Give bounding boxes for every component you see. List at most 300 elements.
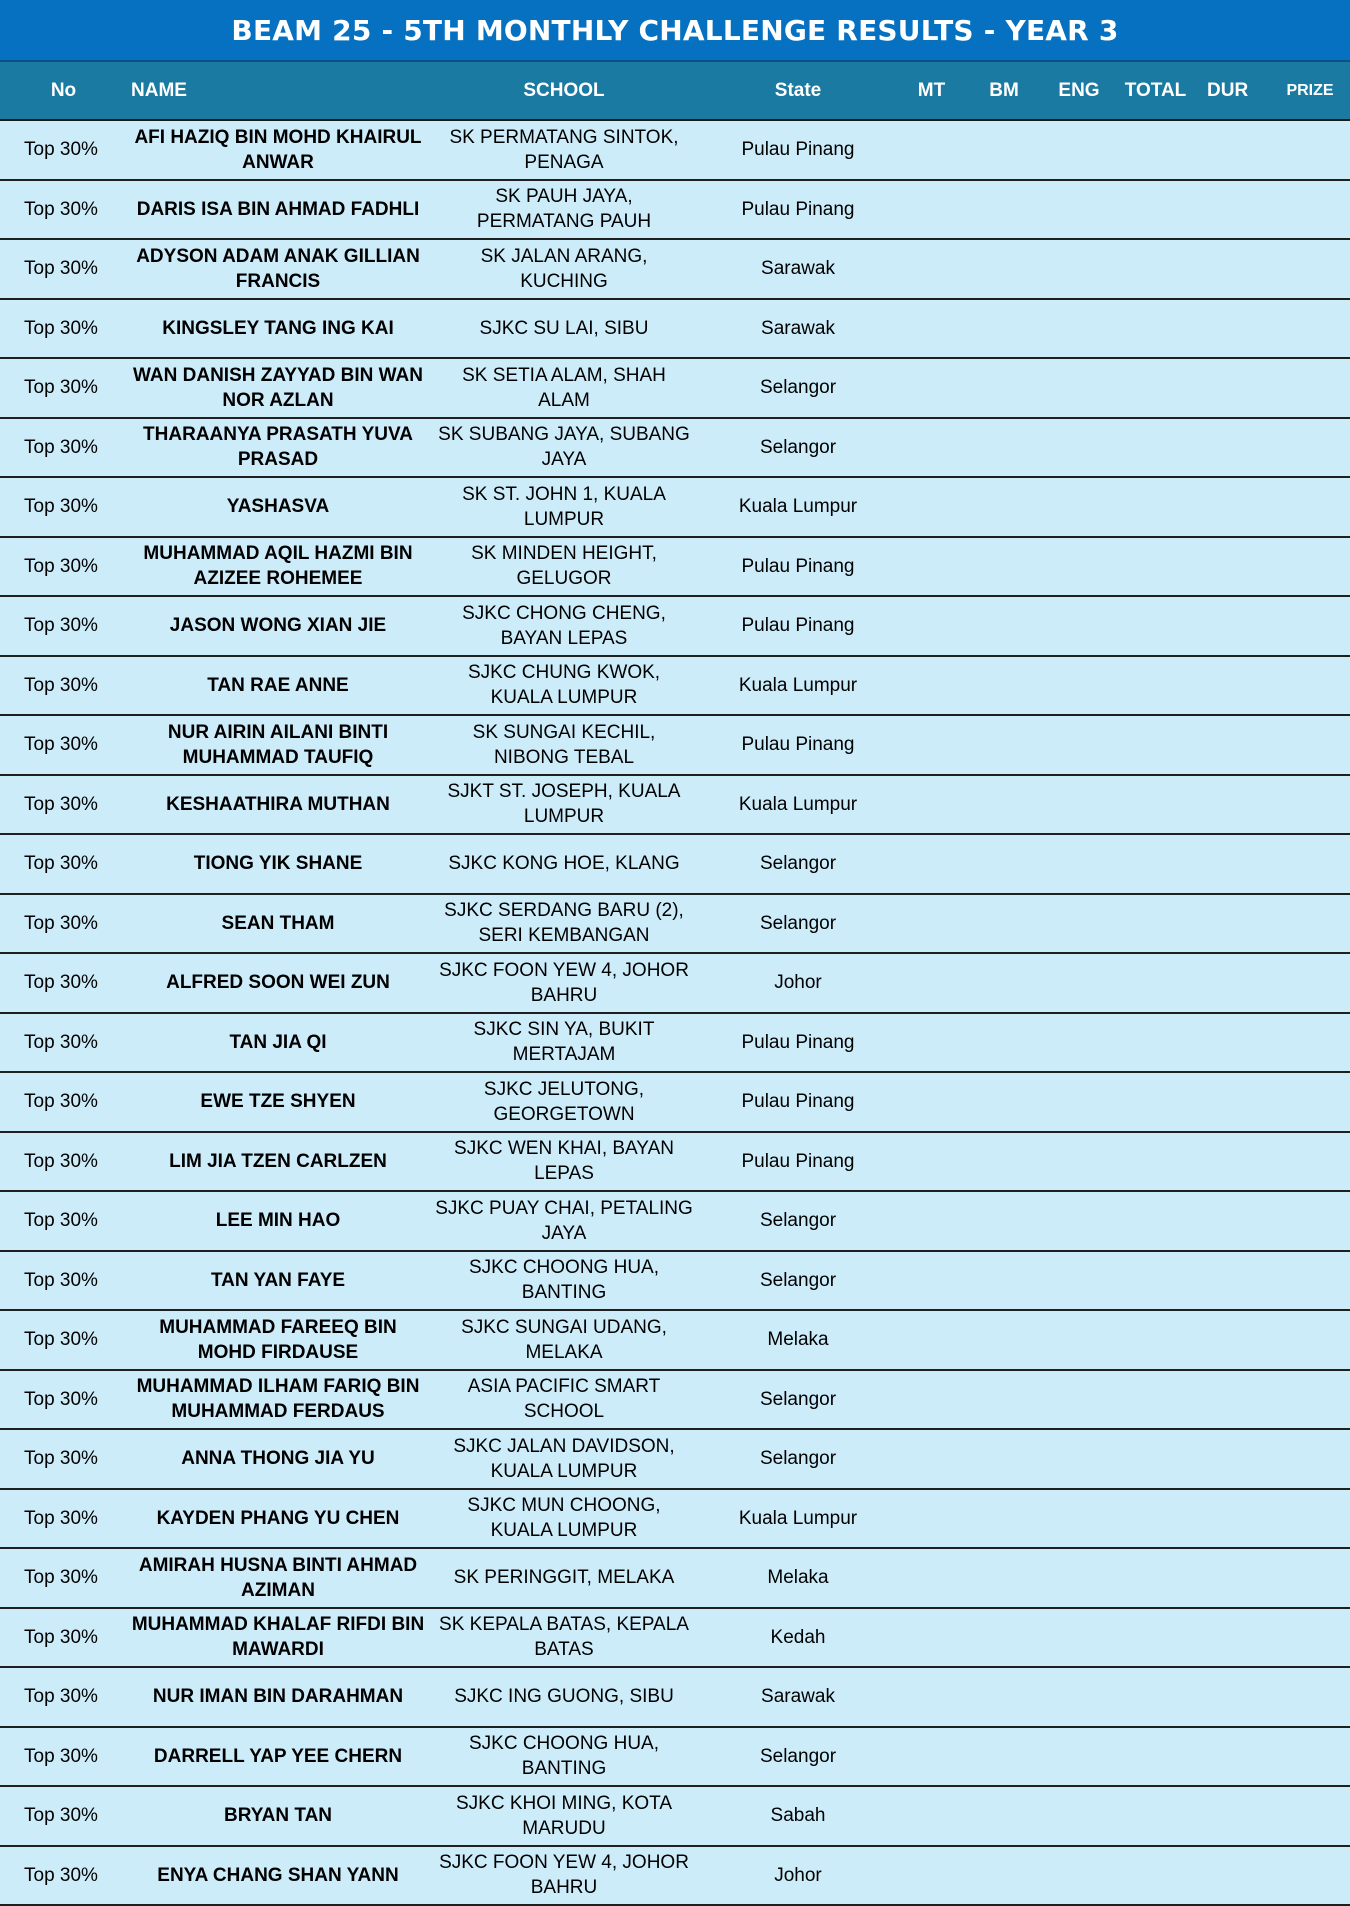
total-cell <box>1116 1191 1195 1251</box>
bm-cell <box>966 1846 1042 1906</box>
school-cell: SJKC SU LAI, SIBU <box>429 299 699 359</box>
eng-cell <box>1042 715 1116 775</box>
eng-cell <box>1042 239 1116 299</box>
state-cell: Pulau Pinang <box>699 180 897 240</box>
mt-cell <box>897 477 966 537</box>
total-cell <box>1116 1251 1195 1311</box>
total-cell <box>1116 1667 1195 1727</box>
state-cell: Kuala Lumpur <box>699 477 897 537</box>
bm-cell <box>966 834 1042 894</box>
header-prize: PRIZE <box>1270 62 1350 121</box>
rank-cell: Top 30% <box>0 1191 127 1251</box>
name-cell: SEAN THAM <box>127 894 429 954</box>
eng-cell <box>1042 953 1116 1013</box>
bm-cell <box>966 1429 1042 1489</box>
school-cell: SJKC SIN YA, BUKIT MERTAJAM <box>429 1013 699 1073</box>
dur-cell <box>1195 1191 1270 1251</box>
name-cell: WAN DANISH ZAYYAD BIN WAN NOR AZLAN <box>127 358 429 418</box>
mt-cell <box>897 953 966 1013</box>
table-row <box>0 1667 1350 1727</box>
table-header-row <box>0 62 1350 121</box>
total-cell <box>1116 596 1195 656</box>
bm-cell <box>966 537 1042 597</box>
total-cell <box>1116 239 1195 299</box>
table-row <box>0 239 1350 299</box>
prize-cell <box>1270 1608 1350 1668</box>
total-cell <box>1116 1310 1195 1370</box>
table-row <box>0 1786 1350 1846</box>
state-cell: Pulau Pinang <box>699 1132 897 1192</box>
prize-cell <box>1270 1846 1350 1906</box>
prize-cell <box>1270 1667 1350 1727</box>
rank-cell: Top 30% <box>0 1013 127 1073</box>
total-cell <box>1116 537 1195 597</box>
school-cell: SJKC ING GUONG, SIBU <box>429 1667 699 1727</box>
state-cell: Melaka <box>699 1310 897 1370</box>
state-cell: Selangor <box>699 1251 897 1311</box>
eng-cell <box>1042 299 1116 359</box>
state-cell: Kedah <box>699 1608 897 1668</box>
table-row <box>0 1727 1350 1787</box>
table-row <box>0 1132 1350 1192</box>
total-cell <box>1116 775 1195 835</box>
dur-cell <box>1195 477 1270 537</box>
mt-cell <box>897 1370 966 1430</box>
bm-cell <box>966 1013 1042 1073</box>
mt-cell <box>897 120 966 180</box>
total-cell <box>1116 656 1195 716</box>
table-row <box>0 1191 1350 1251</box>
prize-cell <box>1270 715 1350 775</box>
table-row <box>0 1429 1350 1489</box>
dur-cell <box>1195 656 1270 716</box>
rank-cell: Top 30% <box>0 715 127 775</box>
school-cell: SK SETIA ALAM, SHAH ALAM <box>429 358 699 418</box>
name-cell: ADYSON ADAM ANAK GILLIAN FRANCIS <box>127 239 429 299</box>
name-cell: BRYAN TAN <box>127 1786 429 1846</box>
eng-cell <box>1042 1132 1116 1192</box>
bm-cell <box>966 715 1042 775</box>
dur-cell <box>1195 1846 1270 1906</box>
table-row <box>0 834 1350 894</box>
total-cell <box>1116 299 1195 359</box>
header-school: SCHOOL <box>429 62 699 121</box>
rank-cell: Top 30% <box>0 1132 127 1192</box>
name-cell: TAN YAN FAYE <box>127 1251 429 1311</box>
prize-cell <box>1270 180 1350 240</box>
eng-cell <box>1042 834 1116 894</box>
school-cell: SK SUNGAI KECHIL, NIBONG TEBAL <box>429 715 699 775</box>
prize-cell <box>1270 656 1350 716</box>
total-cell <box>1116 834 1195 894</box>
state-cell: Sabah <box>699 1786 897 1846</box>
table-body <box>0 120 1350 1905</box>
table-row <box>0 775 1350 835</box>
rank-cell: Top 30% <box>0 1489 127 1549</box>
dur-cell <box>1195 537 1270 597</box>
eng-cell <box>1042 775 1116 835</box>
eng-cell <box>1042 1608 1116 1668</box>
dur-cell <box>1195 1370 1270 1430</box>
bm-cell <box>966 1608 1042 1668</box>
table-row <box>0 656 1350 716</box>
name-cell: MUHAMMAD FAREEQ BIN MOHD FIRDAUSE <box>127 1310 429 1370</box>
bm-cell <box>966 1489 1042 1549</box>
eng-cell <box>1042 1370 1116 1430</box>
mt-cell <box>897 834 966 894</box>
prize-cell <box>1270 834 1350 894</box>
mt-cell <box>897 180 966 240</box>
rank-cell: Top 30% <box>0 358 127 418</box>
bm-cell <box>966 358 1042 418</box>
eng-cell <box>1042 1310 1116 1370</box>
eng-cell <box>1042 1489 1116 1549</box>
school-cell: SJKC PUAY CHAI, PETALING JAYA <box>429 1191 699 1251</box>
header-no: No <box>0 62 127 121</box>
eng-cell <box>1042 656 1116 716</box>
results-table <box>0 61 1350 1906</box>
state-cell: Kuala Lumpur <box>699 656 897 716</box>
mt-cell <box>897 537 966 597</box>
name-cell: MUHAMMAD KHALAF RIFDI BIN MAWARDI <box>127 1608 429 1668</box>
bm-cell <box>966 953 1042 1013</box>
prize-cell <box>1270 477 1350 537</box>
dur-cell <box>1195 358 1270 418</box>
rank-cell: Top 30% <box>0 120 127 180</box>
eng-cell <box>1042 1786 1116 1846</box>
mt-cell <box>897 1846 966 1906</box>
dur-cell <box>1195 1667 1270 1727</box>
school-cell: SK PAUH JAYA, PERMATANG PAUH <box>429 180 699 240</box>
dur-cell <box>1195 1429 1270 1489</box>
eng-cell <box>1042 1667 1116 1727</box>
school-cell: SJKC JALAN DAVIDSON, KUALA LUMPUR <box>429 1429 699 1489</box>
mt-cell <box>897 656 966 716</box>
header-dur: DUR <box>1195 62 1270 121</box>
prize-cell <box>1270 358 1350 418</box>
name-cell: ANNA THONG JIA YU <box>127 1429 429 1489</box>
header-total: TOTAL <box>1116 62 1195 121</box>
rank-cell: Top 30% <box>0 1370 127 1430</box>
bm-cell <box>966 1786 1042 1846</box>
name-cell: LEE MIN HAO <box>127 1191 429 1251</box>
school-cell: SJKC CHONG CHENG, BAYAN LEPAS <box>429 596 699 656</box>
mt-cell <box>897 1727 966 1787</box>
school-cell: SJKC WEN KHAI, BAYAN LEPAS <box>429 1132 699 1192</box>
name-cell: EWE TZE SHYEN <box>127 1072 429 1132</box>
dur-cell <box>1195 239 1270 299</box>
name-cell: DARRELL YAP YEE CHERN <box>127 1727 429 1787</box>
rank-cell: Top 30% <box>0 239 127 299</box>
bm-cell <box>966 180 1042 240</box>
dur-cell <box>1195 1786 1270 1846</box>
mt-cell <box>897 1786 966 1846</box>
total-cell <box>1116 1429 1195 1489</box>
mt-cell <box>897 1429 966 1489</box>
prize-cell <box>1270 1251 1350 1311</box>
dur-cell <box>1195 1251 1270 1311</box>
header-mt: MT <box>897 62 966 121</box>
table-row <box>0 1846 1350 1906</box>
rank-cell: Top 30% <box>0 834 127 894</box>
rank-cell: Top 30% <box>0 1786 127 1846</box>
mt-cell <box>897 1191 966 1251</box>
eng-cell <box>1042 1251 1116 1311</box>
name-cell: NUR IMAN BIN DARAHMAN <box>127 1667 429 1727</box>
dur-cell <box>1195 418 1270 478</box>
eng-cell <box>1042 1846 1116 1906</box>
table-row <box>0 537 1350 597</box>
rank-cell: Top 30% <box>0 1429 127 1489</box>
total-cell <box>1116 1846 1195 1906</box>
eng-cell <box>1042 477 1116 537</box>
rank-cell: Top 30% <box>0 1072 127 1132</box>
mt-cell <box>897 1251 966 1311</box>
eng-cell <box>1042 1013 1116 1073</box>
table-row <box>0 1608 1350 1668</box>
mt-cell <box>897 239 966 299</box>
mt-cell <box>897 715 966 775</box>
bm-cell <box>966 656 1042 716</box>
eng-cell <box>1042 358 1116 418</box>
state-cell: Kuala Lumpur <box>699 1489 897 1549</box>
state-cell: Selangor <box>699 1191 897 1251</box>
eng-cell <box>1042 418 1116 478</box>
prize-cell <box>1270 1786 1350 1846</box>
table-row <box>0 180 1350 240</box>
header-bm: BM <box>966 62 1042 121</box>
school-cell: ASIA PACIFIC SMART SCHOOL <box>429 1370 699 1430</box>
mt-cell <box>897 1132 966 1192</box>
school-cell: SJKC SUNGAI UDANG, MELAKA <box>429 1310 699 1370</box>
dur-cell <box>1195 180 1270 240</box>
mt-cell <box>897 894 966 954</box>
name-cell: TAN RAE ANNE <box>127 656 429 716</box>
prize-cell <box>1270 418 1350 478</box>
dur-cell <box>1195 1548 1270 1608</box>
school-cell: SK PERMATANG SINTOK, PENAGA <box>429 120 699 180</box>
state-cell: Selangor <box>699 1370 897 1430</box>
rank-cell: Top 30% <box>0 299 127 359</box>
prize-cell <box>1270 120 1350 180</box>
prize-cell <box>1270 1132 1350 1192</box>
table-row <box>0 358 1350 418</box>
total-cell <box>1116 1370 1195 1430</box>
name-cell: DARIS ISA BIN AHMAD FADHLI <box>127 180 429 240</box>
rank-cell: Top 30% <box>0 180 127 240</box>
school-cell: SJKC SERDANG BARU (2), SERI KEMBANGAN <box>429 894 699 954</box>
rank-cell: Top 30% <box>0 1846 127 1906</box>
rank-cell: Top 30% <box>0 894 127 954</box>
rank-cell: Top 30% <box>0 775 127 835</box>
bm-cell <box>966 299 1042 359</box>
bm-cell <box>966 1072 1042 1132</box>
mt-cell <box>897 299 966 359</box>
prize-cell <box>1270 1727 1350 1787</box>
name-cell: NUR AIRIN AILANI BINTI MUHAMMAD TAUFIQ <box>127 715 429 775</box>
name-cell: YASHASVA <box>127 477 429 537</box>
mt-cell <box>897 775 966 835</box>
name-cell: ENYA CHANG SHAN YANN <box>127 1846 429 1906</box>
table-row <box>0 120 1350 180</box>
mt-cell <box>897 1072 966 1132</box>
bm-cell <box>966 1310 1042 1370</box>
table-row <box>0 596 1350 656</box>
mt-cell <box>897 596 966 656</box>
rank-cell: Top 30% <box>0 1548 127 1608</box>
prize-cell <box>1270 1013 1350 1073</box>
bm-cell <box>966 1548 1042 1608</box>
bm-cell <box>966 1251 1042 1311</box>
prize-cell <box>1270 596 1350 656</box>
bm-cell <box>966 1132 1042 1192</box>
dur-cell <box>1195 1608 1270 1668</box>
total-cell <box>1116 1072 1195 1132</box>
prize-cell <box>1270 1310 1350 1370</box>
state-cell: Pulau Pinang <box>699 715 897 775</box>
table-row <box>0 1489 1350 1549</box>
state-cell: Selangor <box>699 418 897 478</box>
table-row <box>0 418 1350 478</box>
school-cell: SJKC KONG HOE, KLANG <box>429 834 699 894</box>
eng-cell <box>1042 596 1116 656</box>
table-row <box>0 1548 1350 1608</box>
total-cell <box>1116 1608 1195 1668</box>
header-state: State <box>699 62 897 121</box>
school-cell: SK MINDEN HEIGHT, GELUGOR <box>429 537 699 597</box>
name-cell: KAYDEN PHANG YU CHEN <box>127 1489 429 1549</box>
eng-cell <box>1042 1072 1116 1132</box>
bm-cell <box>966 1667 1042 1727</box>
eng-cell <box>1042 894 1116 954</box>
rank-cell: Top 30% <box>0 656 127 716</box>
prize-cell <box>1270 239 1350 299</box>
school-cell: SJKC CHUNG KWOK, KUALA LUMPUR <box>429 656 699 716</box>
bm-cell <box>966 596 1042 656</box>
eng-cell <box>1042 1191 1116 1251</box>
school-cell: SK ST. JOHN 1, KUALA LUMPUR <box>429 477 699 537</box>
bm-cell <box>966 418 1042 478</box>
rank-cell: Top 30% <box>0 1667 127 1727</box>
school-cell: SJKC KHOI MING, KOTA MARUDU <box>429 1786 699 1846</box>
dur-cell <box>1195 1072 1270 1132</box>
prize-cell <box>1270 1548 1350 1608</box>
bm-cell <box>966 1727 1042 1787</box>
dur-cell <box>1195 775 1270 835</box>
prize-cell <box>1270 1072 1350 1132</box>
rank-cell: Top 30% <box>0 477 127 537</box>
state-cell: Pulau Pinang <box>699 120 897 180</box>
table-row <box>0 894 1350 954</box>
prize-cell <box>1270 299 1350 359</box>
dur-cell <box>1195 299 1270 359</box>
eng-cell <box>1042 537 1116 597</box>
eng-cell <box>1042 1429 1116 1489</box>
dur-cell <box>1195 1013 1270 1073</box>
bm-cell <box>966 1191 1042 1251</box>
dur-cell <box>1195 1132 1270 1192</box>
prize-cell <box>1270 537 1350 597</box>
rank-cell: Top 30% <box>0 1608 127 1668</box>
state-cell: Johor <box>699 1846 897 1906</box>
name-cell: ALFRED SOON WEI ZUN <box>127 953 429 1013</box>
state-cell: Pulau Pinang <box>699 1013 897 1073</box>
total-cell <box>1116 1786 1195 1846</box>
prize-cell <box>1270 1429 1350 1489</box>
school-cell: SK KEPALA BATAS, KEPALA BATAS <box>429 1608 699 1668</box>
header-name: NAME <box>127 62 429 121</box>
table-row <box>0 299 1350 359</box>
eng-cell <box>1042 1727 1116 1787</box>
state-cell: Selangor <box>699 834 897 894</box>
prize-cell <box>1270 894 1350 954</box>
bm-cell <box>966 120 1042 180</box>
total-cell <box>1116 1132 1195 1192</box>
dur-cell <box>1195 894 1270 954</box>
table-row <box>0 953 1350 1013</box>
total-cell <box>1116 1013 1195 1073</box>
state-cell: Johor <box>699 953 897 1013</box>
state-cell: Pulau Pinang <box>699 1072 897 1132</box>
mt-cell <box>897 418 966 478</box>
prize-cell <box>1270 775 1350 835</box>
name-cell: KINGSLEY TANG ING KAI <box>127 299 429 359</box>
rank-cell: Top 30% <box>0 953 127 1013</box>
mt-cell <box>897 1608 966 1668</box>
total-cell <box>1116 358 1195 418</box>
state-cell: Sarawak <box>699 239 897 299</box>
table-row <box>0 1013 1350 1073</box>
table-row <box>0 1072 1350 1132</box>
table-row <box>0 1370 1350 1430</box>
mt-cell <box>897 358 966 418</box>
total-cell <box>1116 120 1195 180</box>
state-cell: Sarawak <box>699 299 897 359</box>
school-cell: SJKC CHOONG HUA, BANTING <box>429 1251 699 1311</box>
mt-cell <box>897 1489 966 1549</box>
school-cell: SK JALAN ARANG, KUCHING <box>429 239 699 299</box>
rank-cell: Top 30% <box>0 1310 127 1370</box>
prize-cell <box>1270 1489 1350 1549</box>
table-row <box>0 1310 1350 1370</box>
state-cell: Selangor <box>699 358 897 418</box>
page-title: BEAM 25 - 5TH MONTHLY CHALLENGE RESULTS - YEAR 3 <box>0 0 1350 61</box>
total-cell <box>1116 1548 1195 1608</box>
mt-cell <box>897 1013 966 1073</box>
total-cell <box>1116 1727 1195 1787</box>
school-cell: SJKC FOON YEW 4, JOHOR BAHRU <box>429 953 699 1013</box>
eng-cell <box>1042 120 1116 180</box>
name-cell: JASON WONG XIAN JIE <box>127 596 429 656</box>
prize-cell <box>1270 1370 1350 1430</box>
dur-cell <box>1195 1727 1270 1787</box>
name-cell: AFI HAZIQ BIN MOHD KHAIRUL ANWAR <box>127 120 429 180</box>
name-cell: MUHAMMAD AQIL HAZMI BIN AZIZEE ROHEMEE <box>127 537 429 597</box>
table-row <box>0 715 1350 775</box>
dur-cell <box>1195 1310 1270 1370</box>
total-cell <box>1116 894 1195 954</box>
school-cell: SK PERINGGIT, MELAKA <box>429 1548 699 1608</box>
eng-cell <box>1042 1548 1116 1608</box>
state-cell: Pulau Pinang <box>699 596 897 656</box>
table-row <box>0 477 1350 537</box>
school-cell: SJKT ST. JOSEPH, KUALA LUMPUR <box>429 775 699 835</box>
school-cell: SJKC CHOONG HUA, BANTING <box>429 1727 699 1787</box>
total-cell <box>1116 715 1195 775</box>
dur-cell <box>1195 1489 1270 1549</box>
dur-cell <box>1195 715 1270 775</box>
state-cell: Selangor <box>699 1727 897 1787</box>
